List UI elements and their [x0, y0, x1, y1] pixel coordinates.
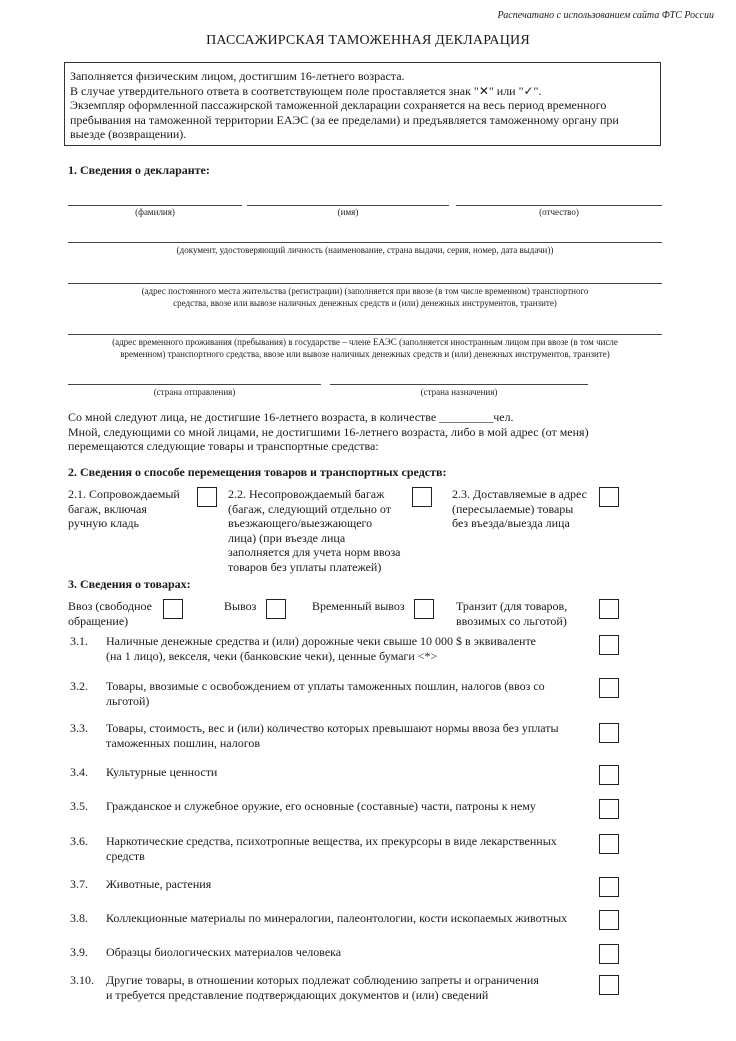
goods-item-checkbox[interactable] — [599, 678, 619, 698]
goods-item-line: таможенных пошлин, налогов — [106, 736, 261, 750]
goods-item-number: 3.2. — [70, 679, 88, 693]
instruction-line: Заполняется физическим лицом, достигшим 16-летнего возраста. — [70, 69, 405, 83]
accompanied-baggage-checkbox[interactable] — [197, 487, 217, 507]
unaccompanied-baggage-checkbox[interactable] — [412, 487, 432, 507]
goods-item-number: 3.3. — [70, 721, 88, 735]
goods-item-number: 3.1. — [70, 634, 88, 648]
section-3-title: 3. Сведения о товарах: — [68, 577, 191, 591]
instruction-line: В случае утвердительного ответа в соответствующем поле проставляется знак "✕" или "✓". — [70, 83, 542, 98]
goods-item-line: Наличные денежные средства и (или) дорожные чеки свыше 10 000 $ в эквиваленте — [106, 634, 537, 648]
goods-item-checkbox[interactable] — [599, 765, 619, 785]
document-caption: (документ, удостоверяющий личность (наименование, страна выдачи, серия, номер, дата выдачи)) — [176, 245, 554, 255]
page-title: ПАССАЖИРСКАЯ ТАМОЖЕННАЯ ДЕКЛАРАЦИЯ — [206, 33, 530, 48]
export-label: Вывоз — [224, 599, 257, 613]
label-line: въезжающего/выезжающего — [228, 516, 373, 530]
document-field[interactable] — [68, 242, 662, 243]
temporary-address-caption — [68, 337, 662, 360]
goods-item-checkbox[interactable] — [599, 877, 619, 897]
statement-line: перемещаются следующие товары и транспортные средства: — [68, 439, 379, 453]
temporary-export-label: Временный вывоз — [312, 599, 405, 613]
unaccompanied-baggage-label — [228, 487, 410, 574]
label-line: 2.1. Сопровождаемый — [68, 487, 180, 501]
name-field[interactable] — [247, 205, 449, 206]
goods-item-checkbox[interactable] — [599, 834, 619, 854]
accompanied-baggage-label — [68, 487, 196, 531]
instructions-box — [64, 62, 661, 146]
patronymic-field[interactable] — [456, 205, 662, 206]
transit-checkbox[interactable] — [599, 599, 619, 619]
goods-item-line: средств — [106, 849, 145, 863]
instruction-line: выезде (возвращении). — [70, 127, 187, 141]
goods-item-checkbox[interactable] — [599, 975, 619, 995]
label-line: Транзит (для товаров, — [456, 599, 568, 613]
caption-line: временном) транспортного средства, ввозе или вывозе наличных денежных средств и (или) денежных инструментов, транзите) — [120, 348, 610, 359]
goods-item-checkbox[interactable] — [599, 635, 619, 655]
import-checkbox[interactable] — [163, 599, 183, 619]
label-line: без въезда/выезда лица — [452, 516, 570, 530]
label-line: заполняется для учета норм ввоза — [228, 545, 401, 559]
instruction-line: пребывания на таможенной территории ЕАЭС (за ее пределами) и предъявляется таможенному органу при — [70, 112, 619, 127]
name-caption: (имя) — [337, 207, 359, 217]
label-line: (багаж, следующий отдельно от — [228, 501, 391, 516]
goods-item-text — [106, 679, 591, 709]
goods-item-number: 3.6. — [70, 834, 88, 848]
goods-item-line: Другие товары, в отношении которых подлежат соблюдению запреты и ограничения — [106, 973, 539, 987]
goods-item-number: 3.4. — [70, 765, 88, 779]
goods-item-line: Образцы биологических материалов человека — [106, 945, 342, 959]
departure-caption: (страна отправления) — [153, 387, 236, 397]
goods-item-line: (на 1 лицо), векселя, чеки (банковские чеки), ценные бумаги <*> — [106, 649, 438, 663]
goods-item-checkbox[interactable] — [599, 723, 619, 743]
goods-item-text — [106, 799, 591, 814]
section-1-title: 1. Сведения о декларанте: — [68, 163, 210, 177]
goods-item-number: 3.8. — [70, 911, 88, 925]
goods-item-line: Животные, растения — [106, 877, 212, 891]
patronymic-caption: (отчество) — [539, 207, 579, 217]
goods-item-checkbox[interactable] — [599, 944, 619, 964]
destination-country-field[interactable] — [330, 384, 588, 385]
section-2-title: 2. Сведения о способе перемещения товаров и транспортных средств: — [68, 465, 447, 479]
permanent-address-field[interactable] — [68, 283, 662, 284]
delivered-goods-checkbox[interactable] — [599, 487, 619, 507]
surname-field[interactable] — [68, 205, 242, 206]
export-checkbox[interactable] — [266, 599, 286, 619]
label-line: 2.2. Несопровождаемый багаж — [228, 487, 385, 501]
goods-item-line: Культурные ценности — [106, 765, 218, 779]
goods-item-text — [106, 911, 591, 926]
goods-item-text — [106, 634, 591, 664]
label-line: обращение) — [68, 613, 129, 628]
permanent-address-caption — [68, 286, 662, 309]
surname-caption: (фамилия) — [135, 207, 175, 217]
label-line: ввозимых со льготой) — [456, 613, 567, 628]
goods-item-text — [106, 834, 591, 864]
caption-line: (адрес временного проживания (пребывания) в государстве – члене ЕАЭС (заполняется иностранным лицом при ввозе (в том числе — [112, 337, 618, 347]
import-label — [68, 599, 163, 628]
goods-item-text — [106, 765, 591, 780]
statement-line: Со мной следуют лица, не достигшие 16-летнего возраста, в количестве _________чел. — [68, 410, 514, 424]
goods-item-line: Товары, стоимость, вес и (или) количество которых превышают нормы ввоза без уплаты — [106, 721, 559, 735]
destination-caption: (страна назначения) — [420, 387, 498, 397]
goods-item-line: льготой) — [106, 694, 150, 708]
goods-item-line: Коллекционные материалы по минералогии, палеонтологии, кости ископаемых животных — [106, 911, 568, 925]
goods-item-line: Гражданское и служебное оружие, его основные (составные) части, патроны к нему — [106, 799, 536, 813]
instruction-line: Экземпляр оформленной пассажирской таможенной декларации сохраняется на весь период временного — [70, 98, 607, 112]
goods-item-line: Наркотические средства, психотропные вещества, их прекурсоры в виде лекарственных — [106, 834, 557, 848]
goods-item-line: Товары, ввозимые с освобождением от уплаты таможенных пошлин, налогов (ввоз со — [106, 679, 545, 693]
temporary-address-field[interactable] — [68, 334, 662, 335]
label-line: (пересылаемые) товары — [452, 501, 574, 516]
printed-note: Распечатано с использованием сайта ФТС России — [497, 10, 714, 21]
temporary-export-checkbox[interactable] — [414, 599, 434, 619]
caption-line: (адрес постоянного места жительства (регистрации) (заполняется при ввозе (в том числе временном) транспортного — [141, 286, 589, 296]
caption-line: средства, ввозе или вывозе наличных денежных средств и (или) денежных инструментов, транзите) — [173, 297, 557, 308]
label-line: 2.3. Доставляемые в адрес — [452, 487, 587, 501]
label-line: Ввоз (свободное — [68, 599, 152, 613]
goods-item-text — [106, 721, 591, 751]
goods-item-number: 3.7. — [70, 877, 88, 891]
goods-item-checkbox[interactable] — [599, 910, 619, 930]
transit-label — [456, 599, 596, 628]
label-line: товаров без уплаты платежей) — [228, 559, 382, 574]
goods-item-number: 3.10. — [70, 973, 94, 987]
goods-item-text — [106, 945, 591, 960]
delivered-goods-label — [452, 487, 598, 531]
minors-statement — [68, 410, 668, 454]
label-line: лица) (при въезде лица — [228, 530, 346, 545]
goods-item-number: 3.9. — [70, 945, 88, 959]
statement-line: Мной, следующими со мной лицами, не достигшими 16-летнего возраста, либо в мой адрес (от меня) — [68, 424, 589, 439]
goods-item-line: и требуется представление подтверждающих документов и (или) сведений — [106, 988, 489, 1002]
goods-item-text — [106, 973, 591, 1003]
goods-item-checkbox[interactable] — [599, 799, 619, 819]
goods-item-text — [106, 877, 591, 892]
label-line: багаж, включая — [68, 501, 147, 516]
goods-item-number: 3.5. — [70, 799, 88, 813]
label-line: ручную кладь — [68, 516, 139, 530]
departure-country-field[interactable] — [68, 384, 321, 385]
